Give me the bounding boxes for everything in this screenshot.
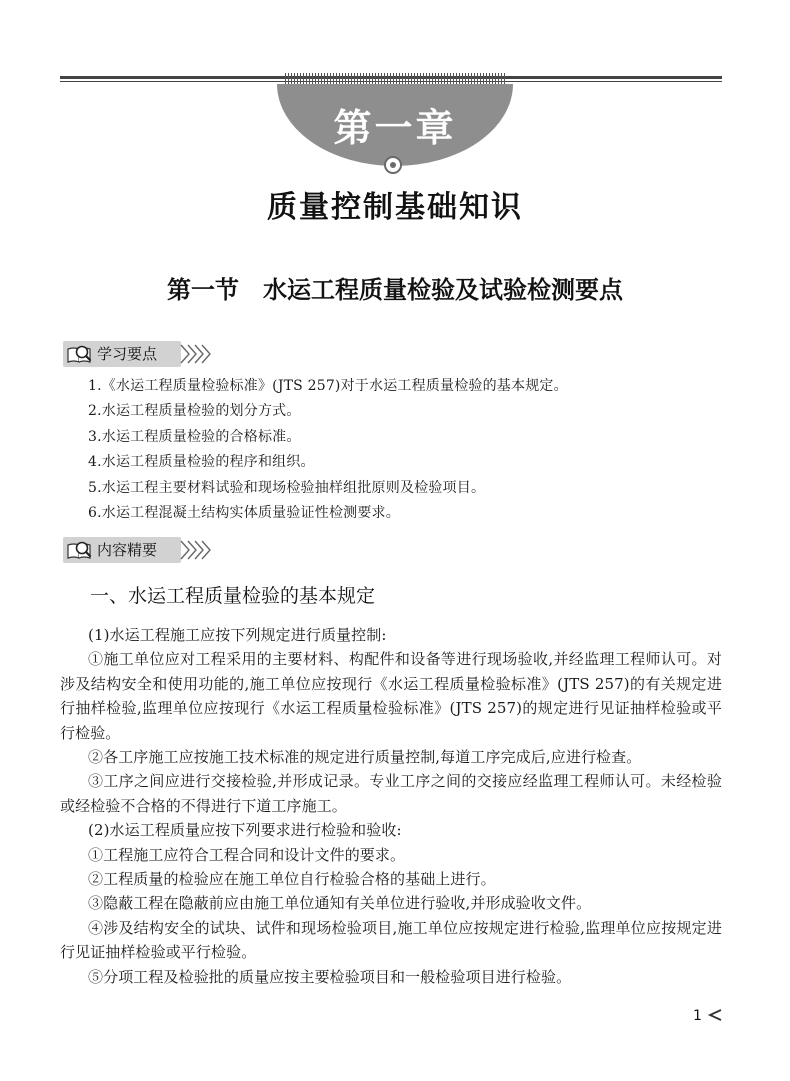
ring-dot-icon — [384, 156, 402, 174]
body-text — [60, 623, 722, 989]
chevrons-right-icon — [179, 342, 215, 366]
list-item: 1.《水运工程质量检验标准》(JTS 257)对于水运工程质量检验的基本规定。 — [88, 378, 568, 394]
paragraph: (1)水运工程施工应按下列规定进行质量控制: — [88, 626, 387, 644]
chapter-label: 第一章 — [333, 106, 457, 150]
learning-points-list — [88, 374, 568, 526]
paragraph: ③工序之间应进行交接检验,并形成记录。专业工序之间的交接应经监理工程师认可。未经检验或经检验不合格的不得进行下道工序施工。 — [60, 772, 722, 815]
subsection-title: 一、水运工程质量检验的基本规定 — [90, 585, 376, 607]
book-magnifier-icon — [67, 539, 93, 561]
list-item: 6.水运工程混凝土结构实体质量验证性检测要求。 — [88, 504, 400, 521]
list-item: 3.水运工程质量检验的合格标准。 — [88, 428, 301, 445]
list-item: 4.水运工程质量检验的程序和组织。 — [88, 454, 315, 471]
paragraph: ②工程质量的检验应在施工单位自行检验合格的基础上进行。 — [88, 870, 496, 889]
list-item: 2.水运工程质量检验的划分方式。 — [88, 403, 301, 420]
content-summary-banner — [63, 537, 215, 563]
paragraph: ①施工单位应对工程采用的主要材料、构配件和设备等进行现场验收,并经监理工程师认可。对涉及结构安全和使用功能的,施工单位应按现行《水运工程质量检验标准》(JTS 257)的有关规定进行抽样检验,监理单位应按现行《水运工程质量检验标准》(JTS 257)的规定进行见证抽样检验或平行检验。 — [60, 650, 722, 742]
paragraph: ③隐蔽工程在隐蔽前应由施工单位通知有关单位进行验收,并形成验收文件。 — [88, 894, 592, 913]
chapter-title: 质量控制基础知识 — [267, 190, 523, 225]
section-title: 第一节 水运工程质量检验及试验检测要点 — [167, 275, 623, 304]
banner-label: 学习要点 — [97, 345, 158, 363]
paragraph: ①工程施工应符合工程合同和设计文件的要求。 — [88, 845, 406, 864]
page-number: 1 — [693, 1008, 702, 1024]
chevrons-right-icon — [179, 538, 215, 562]
paragraph: ⑤分项工程及检验批的质量应按主要检验项目和一般检验项目进行检验。 — [88, 967, 572, 986]
book-magnifier-icon — [67, 343, 93, 365]
paragraph: ②各工序施工应按施工技术标准的规定进行质量控制,每道工序完成后,应进行检查。 — [88, 748, 642, 767]
chevron-left-icon — [707, 1008, 723, 1022]
paragraph: (2)水运工程质量应按下列要求进行检验和验收: — [88, 821, 402, 840]
paragraph: ④涉及结构安全的试块、试件和现场检验项目,施工单位应按规定进行检验,监理单位应按规定进行见证抽样检验或平行检验。 — [60, 918, 722, 962]
learning-points-banner — [63, 341, 215, 367]
list-item: 5.水运工程主要材料试验和现场检验抽样组批原则及检验项目。 — [88, 479, 486, 496]
banner-label: 内容精要 — [97, 541, 158, 559]
